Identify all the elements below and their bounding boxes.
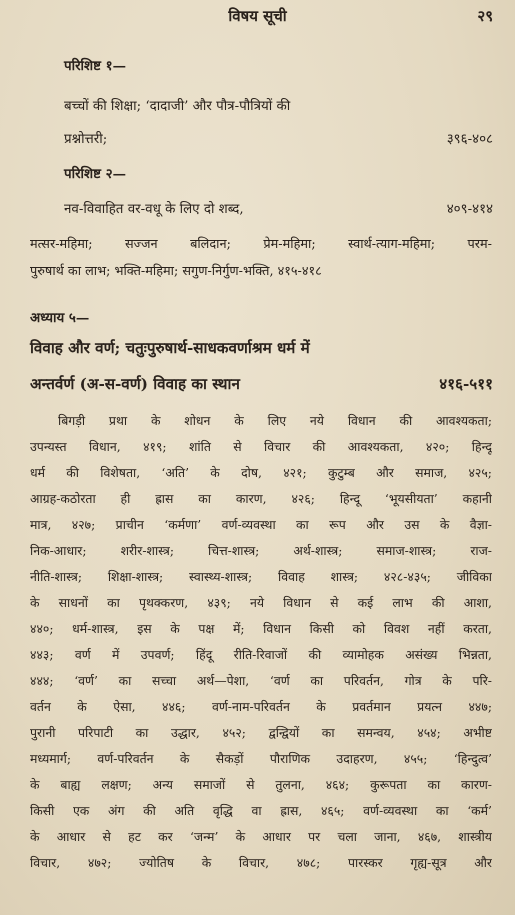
chapter-body-line: के साधनों का पृथक्करण, ४३९; नये विधान से कई लाभ की आशा, xyxy=(30,595,492,610)
chapter-body-line: नीति-शास्त्र; शिक्षा-शास्त्र; स्वास्थ्य-शास्त्र; विवाह शास्त्र; ४२८-४३५; जीविका xyxy=(30,569,492,584)
appendix2-subentry-line2: पुरुषार्थ का लाभ; भक्ति-महिमा; सगुण-निर्गुण-भक्ति, ४१५-४१८ xyxy=(30,264,322,279)
chapter-body-line: आग्रह-कठोरता ही ह्रास का कारण, ४२६; हिन्दू ‘भूयसीयता’ कहानी xyxy=(30,491,492,506)
chapter-body-line: मात्र, ४२७; प्राचीन ‘कर्मणा’ वर्ण-व्यवस्था का रूप और उस के वैज्ञा- xyxy=(30,517,492,532)
appendix2-heading: परिशिष्ट २— xyxy=(64,166,126,182)
appendix1-heading: परिशिष्ट १— xyxy=(64,58,126,74)
appendix1-entry-line1: बच्चों की शिक्षा; ‘दादाजी’ और पौत्र-पौत्रियों की xyxy=(64,99,291,114)
chapter-body-line: उपन्यस्त विधान, ४१९; शांति से विचार की आवश्यकता, ४२०; हिन्दू xyxy=(30,439,492,454)
chapter-title-line2: अन्तर्वर्ण (अ-स-वर्ण) विवाह का स्थान xyxy=(30,375,240,393)
chapter-body-line: मध्यमार्ग; वर्ण-परिवर्तन के सैकड़ों पौराणिक उदाहरण, ४५५; ‘हिन्दुत्व’ xyxy=(30,751,492,766)
chapter-title-line1: विवाह और वर्ण; चतुःपुरुषार्थ-साधकवर्णाश्रम धर्म में xyxy=(30,339,310,357)
chapter-body-line: निक-आधार; शरीर-शास्त्र; चित्त-शास्त्र; अर्थ-शास्त्र; समाज-शास्त्र; राज- xyxy=(30,543,492,558)
chapter-body-line: बिगड़ी प्रथा के शोधन के लिए नये विधान की आवश्यकता; xyxy=(58,413,492,428)
appendix1-pages: ३९६-४०८ xyxy=(446,132,493,147)
chapter-body-line: पुरानी परिपाटी का उद्धार, ४५२; द्वन्द्वियों का समन्वय, ४५४; अभीष्ट xyxy=(30,725,492,740)
chapter-heading: अध्याय ५— xyxy=(30,310,90,326)
chapter-pages: ४१६-५११ xyxy=(439,375,493,393)
chapter-body-line: ४४०; धर्म-शास्त्र, इस के पक्ष में; विधान किसी को विवश नहीं करता, xyxy=(30,621,492,636)
appendix1-entry-line2: प्रश्नोत्तरी; xyxy=(64,132,108,147)
appendix2-pages: ४०९-४१४ xyxy=(446,202,493,217)
chapter-body-line: ४४४; ‘वर्ण’ का सच्चा अर्थ—पेशा, ‘वर्ण का परिवर्तन, गोत्र के परि- xyxy=(30,673,492,688)
chapter-body-line: वर्तन के ऐसा, ४४६; वर्ण-नाम-परिवर्तन के प्रवर्तमान प्रयत्न ४४७; xyxy=(30,699,492,714)
chapter-body-line: के आधार से हट कर ‘जन्म’ के आधार पर चला जाना, ४६७, शास्त्रीय xyxy=(30,829,492,844)
appendix2-subentry-line1: मत्सर-महिमा; सज्जन बलिदान; प्रेम-महिमा; स्वार्थ-त्याग-महिमा; परम- xyxy=(30,237,492,252)
chapter-body-line: ४४३; वर्ण में उपवर्ण; हिंदू रीति-रिवाजों की व्यामोहक असंख्य भिन्नता, xyxy=(30,647,492,662)
chapter-body-line: विचार, ४७२; ज्योतिष के विचार, ४७८; पारस्कर गृह्य-सूत्र और xyxy=(30,855,492,870)
chapter-body-line: धर्म की विशेषता, ‘अति’ के दोष, ४२१; कुटुम्ब और समाज, ४२५; xyxy=(30,465,492,480)
chapter-body-line: किसी एक अंग की अति वृद्धि वा ह्रास, ४६५; वर्ण-व्यवस्था का ‘कर्म’ xyxy=(30,803,492,818)
page-number: २९ xyxy=(477,7,493,25)
chapter-body-line: के बाह्य लक्षण; अन्य समाजों से तुलना, ४६४; कुरूपता का कारण- xyxy=(30,777,492,792)
appendix2-entry-line1: नव-विवाहित वर-वधू के लिए दो शब्द, xyxy=(64,202,244,217)
running-title: विषय सूची xyxy=(228,7,287,25)
